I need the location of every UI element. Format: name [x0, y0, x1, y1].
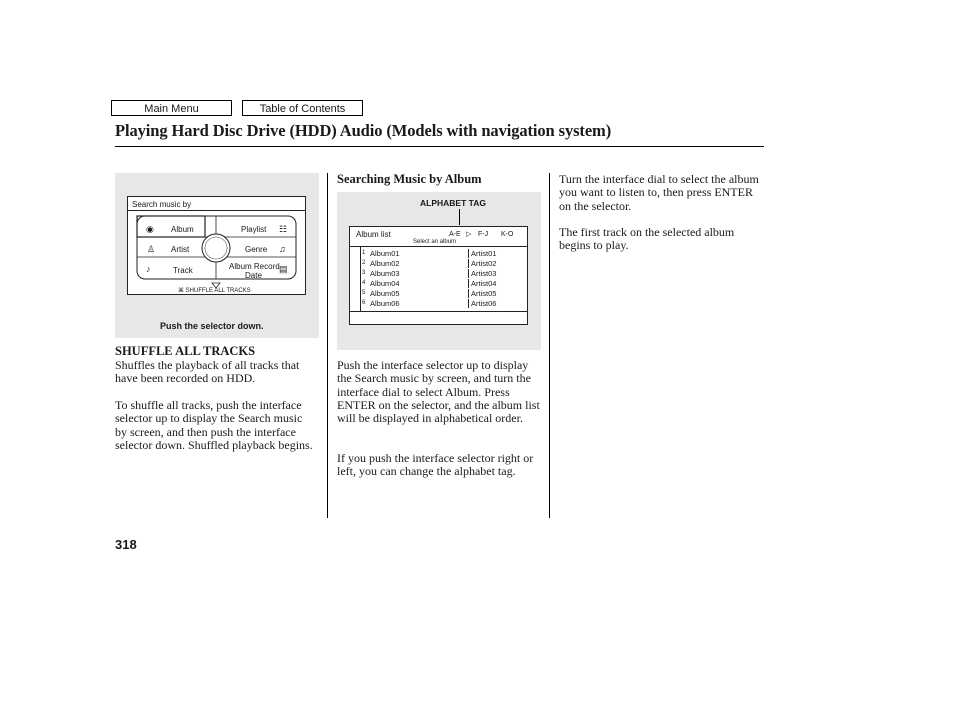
row-album: Album02 [370, 259, 400, 268]
row-number: 4 [362, 280, 366, 286]
list-footer-rule [350, 311, 527, 312]
alphabet-tag-callout: ALPHABET TAG [420, 198, 486, 208]
column-divider-2 [549, 173, 550, 518]
row-artist: Artist01 [468, 249, 496, 258]
row-artist: Artist06 [468, 299, 496, 308]
table-row[interactable] [362, 300, 522, 310]
menu-item-genre[interactable]: Genre [245, 245, 268, 254]
table-of-contents-button[interactable]: Table of Contents [242, 100, 363, 116]
menu-item-artist[interactable]: Artist [171, 245, 190, 254]
menu-item-album[interactable]: Album [171, 225, 194, 234]
main-menu-button[interactable]: Main Menu [111, 100, 232, 116]
playlist-icon: ☷ [279, 224, 288, 234]
page-number: 318 [115, 537, 137, 552]
figure1-caption: Push the selector down. [160, 321, 264, 331]
row-album: Album06 [370, 299, 400, 308]
track-icon: ♪ [146, 264, 151, 274]
row-number: 5 [362, 290, 366, 296]
search-music-figure [115, 173, 319, 338]
select-album-paragraph-2: The first track on the selected album begins to play. [559, 225, 735, 253]
row-artist: Artist04 [468, 279, 496, 288]
page-title: Playing Hard Disc Drive (HDD) Audio (Models with navigation system) [115, 121, 612, 140]
shuffle-heading: SHUFFLE ALL TRACKS [115, 344, 256, 358]
menu-item-album-record-date-line1[interactable]: Album Record [229, 262, 280, 271]
menu-item-playlist[interactable]: Playlist [241, 225, 267, 234]
album-record-date-icon: ▤ [279, 264, 288, 274]
row-artist: Artist02 [468, 259, 496, 268]
shuffle-paragraph-2: To shuffle all tracks, push the interface selector up to display the Search music by screen, and then push the interface selector down. Shuffled playback begins. [115, 398, 313, 452]
row-number: 2 [362, 260, 366, 266]
row-number: 1 [362, 250, 366, 256]
album-list-screen [349, 226, 528, 325]
genre-icon: ♫ [279, 244, 286, 254]
title-rule [115, 146, 764, 147]
album-paragraph-2: If you push the interface selector right or left, you can change the alphabet tag. [337, 451, 534, 479]
row-number: 3 [362, 270, 366, 276]
row-album: Album05 [370, 289, 400, 298]
search-music-screen [127, 196, 306, 295]
shuffle-paragraph-1: Shuffles the playback of all tracks that have been recorded on HDD. [115, 358, 300, 386]
list-scroll-bar[interactable] [350, 247, 361, 311]
artist-icon: ♙ [147, 244, 156, 254]
album-paragraph-1: Push the interface selector up to display the Search music by screen, and turn the interface dial to select Album. Press ENTER on the selector, and the album list will be displayed in alphabetical order. [337, 358, 540, 426]
list-header-rule [350, 246, 527, 247]
row-album: Album01 [370, 249, 400, 258]
select-prompt: Select an album [413, 239, 457, 245]
screen-title: Search music by [132, 200, 192, 209]
alphabet-tag-a-e[interactable]: A-E [449, 231, 461, 238]
select-album-paragraph-1: Turn the interface dial to select the album you want to listen to, then press ENTER on the selector. [559, 172, 759, 213]
callout-line [459, 209, 460, 225]
row-artist: Artist05 [468, 289, 496, 298]
tag-arrow-icon: ▷ [466, 231, 472, 238]
alphabet-tag-k-o[interactable]: K-O [501, 231, 514, 238]
album-icon: ◉ [146, 224, 154, 234]
menu-item-album-record-date-line2[interactable]: Date [245, 271, 262, 280]
menu-item-track[interactable]: Track [173, 266, 193, 275]
searching-by-album-heading: Searching Music by Album [337, 172, 482, 186]
row-number: 6 [362, 300, 366, 306]
row-album: Album03 [370, 269, 400, 278]
album-list-figure [337, 192, 541, 350]
column-divider-1 [327, 173, 328, 518]
row-artist: Artist03 [468, 269, 496, 278]
shuffle-label: ⌘ SHUFFLE ALL TRACKS [178, 288, 251, 294]
row-album: Album04 [370, 279, 400, 288]
album-list-title: Album list [356, 230, 391, 239]
alphabet-tag-f-j[interactable]: F-J [478, 231, 489, 238]
